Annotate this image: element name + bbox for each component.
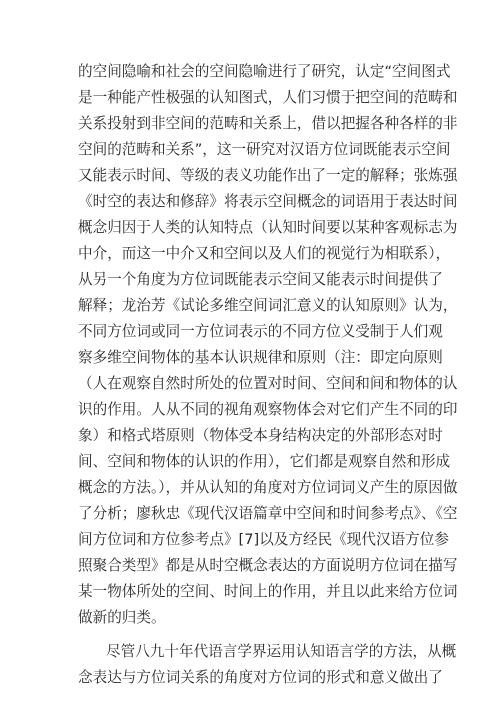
text-line: 从另一个角度为方位词既能表示空间又能表示时间提供了 xyxy=(78,271,443,288)
text-line: 了分析；廖秋忠《现代汉语篇章中空间和时间参考点》、《空 xyxy=(78,505,458,522)
text-line: 空间的范畴和关系”，这一研究对汉语方位词既能表示空间 xyxy=(78,141,451,158)
text-line: 的空间隐喻和社会的空间隐喻进行了研究，认定“空间图式 xyxy=(78,63,451,80)
text-line: 《时空的表达和修辞》将表示空间概念的词语用于表达时间 xyxy=(78,193,458,210)
text-line: 某一物体所处的空间、时间上的作用，并且以此来给方位词 xyxy=(78,583,458,600)
text-line: 概念的方法。），并从认知的角度对方位词词义产生的原因做 xyxy=(78,479,458,496)
text-line: 照聚合类型》都是从时空概念表达的方面说明方位词在描写 xyxy=(78,557,458,574)
text-line: 解释；龙治芳《试论多维空间词汇意义的认知原则》认为， xyxy=(78,297,458,314)
text-line: 尽管八九十年代语言学界运用认知语言学的方法，从概 xyxy=(106,643,457,660)
text-line: 又能表示时间、等级的表义功能作出了一定的解释；张炼强 xyxy=(78,167,458,184)
text-line: 念表达与方位词关系的角度对方位词的形式和意义做出了 xyxy=(78,669,443,686)
text-line: 识的作用。人从不同的视角观察物体会对它们产生不同的印 xyxy=(78,401,458,418)
text-line: 间、空间和物体的认识的作用），它们都是观察自然和形成 xyxy=(78,453,451,470)
text-line: （人在观察自然时所处的位置对时间、空间和间和物体的认 xyxy=(78,375,458,392)
text-line: 察多维空间物体的基本认识规律和原则（注：即定向原则 xyxy=(78,349,443,366)
text-line: 间方位词和方位参考点》[7]以及方经民《现代汉语方位参 xyxy=(78,531,449,548)
text-line: 概念归因于人类的认知特点（认知时间要以某种客观标志为 xyxy=(78,219,458,236)
text-line: 关系投射到非空间的范畴和关系上，借以把握各种各样的非 xyxy=(78,115,458,132)
text-line: 是一种能产性极强的认知图式，人们习惯于把空间的范畴和 xyxy=(78,89,458,106)
text-line: 做新的归类。 xyxy=(78,609,166,626)
text-line: 不同方位词或同一方位词表示的不同方位义受制于人们观 xyxy=(78,323,443,340)
text-line: 象）和格式塔原则（物体受本身结构决定的外部形态对时 xyxy=(78,427,443,444)
text-line: 中介，而这一中介又和空间以及人们的视觉行为相联系）， xyxy=(78,245,451,262)
